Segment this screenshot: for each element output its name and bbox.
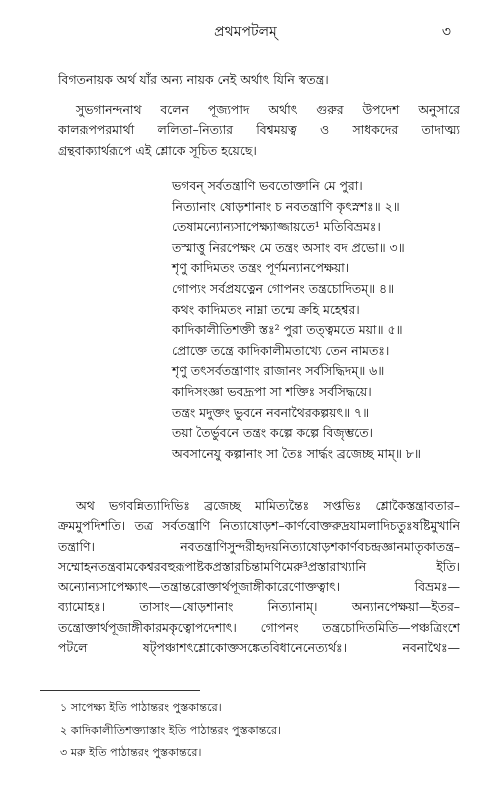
page-header	[0, 20, 491, 40]
verse-line: কাদিসংজ্ঞা ভবদ্রূপা সা শক্তিঃ সর্বসিদ্ধয়ে।	[172, 383, 372, 399]
commentary-line: তন্ত্রোক্তার্থপূজাঙ্গীকারমকৃত্বোপদেশাৎ। গোপনং তন্ত্রচোদিতমিতি—পঞ্চত্রিংশে	[58, 619, 460, 635]
verse-line: তন্ত্রং মদুক্তং ভুবনে নবনাথৈরকল্পয়ৎ॥ ৭॥	[172, 404, 370, 420]
footnote: ৩ মরু ইতি পাঠান্তরং পুস্তকান্তরে।	[60, 746, 202, 759]
verse-line: শৃণু তৎসর্বতন্ত্রাণাং রাজানং সর্বসিদ্ধিদম্॥ ৬॥	[172, 363, 385, 379]
commentary-paragraph-2	[58, 100, 460, 161]
commentary-line: ক্রমমুপদিশতি। তত্র সর্বতন্ত্রাণি নিত্যাষোড়শ–কার্ণবোক্তরুদ্রযামলাদিচতুঃষষ্টিমুখানি	[58, 518, 460, 534]
verse-line: শৃণু কাদিমতং তন্ত্রং পূর্ণমন্যানপেক্ষয়া।	[172, 260, 350, 276]
commentary-line: সুভগানন্দনাথ বলেন পূজ্যপাদ অর্থাৎ গুরুর উপদেশ অনুসারে	[76, 102, 460, 117]
verse-line: তস্মাত্তু নিরপেক্ষং মে তন্ত্রং অসাং বদ প্রভো॥ ৩॥	[172, 239, 405, 255]
footnote: ২ কাদিকালীতিশক্ত্যাস্তাং ইতি পাঠান্তরং পুস্তকান্তরে।	[60, 723, 282, 737]
verse-line: কাদিকালীতিশক্তী স্তঃ² পুরা তত্ত্বমতে ময়া॥ ৫॥	[172, 322, 403, 338]
verse-line: প্রোক্তে তন্ত্রে কাদিকালীমতাখ্যে তেন নামতঃ।	[172, 342, 390, 358]
commentary-paragraph-1	[58, 70, 460, 90]
running-title: প্রথমপটলম্	[214, 24, 277, 40]
commentary-line: তন্ত্রাণি। নবতন্ত্রাণিসুন্দরীহৃদয়নিত্যাষোড়শকার্ণবচন্দ্রজ্ঞানমাতৃকাতন্ত্র–	[58, 538, 460, 554]
commentary-line: সম্মোহনতন্ত্রবামকেশ্বরবহুরূপাষ্টকপ্রস্তারচিন্তামণিমেরু³প্রস্তারাখ্যানি ইতি।	[58, 558, 460, 574]
verse-line: নিত্যানাং ষোড়শানাং চ নবতন্ত্রাণি কৃৎস্নশঃ॥ ২॥	[172, 198, 400, 214]
commentary-paragraph-3	[58, 496, 460, 658]
footnotes	[60, 697, 460, 765]
verse-line: কথং কাদিমতং নাম্না তন্মে ক্রহি মহেশ্বর।	[172, 301, 360, 317]
page-number: ৩	[441, 24, 451, 40]
commentary-line: গ্রন্থবাক্যার্থরূপে এই শ্লোকে সূচিত হয়েছে।	[58, 142, 257, 158]
commentary-line: ব্যামোহঃ। তাসাং—ষোড়শানাং নিত্যানাম্। অন্যানপেক্ষয়া—ইতর–	[58, 599, 460, 615]
verse-block	[172, 176, 472, 464]
verse-line: তয়া তৈর্ভুবনে তন্ত্রং কল্পে কল্পে বিজৃম্ভতে।	[172, 425, 373, 441]
commentary-line: বিগতনায়ক অর্থ যাঁর অন্য নায়ক নেই অর্থাৎ যিনি স্বতন্ত্র।	[58, 72, 329, 87]
verse-line: ভগবন্ সর্বতন্ত্রাণি ভবতোক্তানি মে পুরা।	[172, 178, 363, 193]
footnote: ১ সাপেক্ষ্য ইতি পাঠান্তরং পুস্তকান্তরে।	[60, 701, 222, 714]
verse-line: তেষামন্যোন্যসাপেক্ষ্যাজ্জায়তে¹ মতিবিভ্রমঃ।	[172, 219, 381, 235]
commentary-line: পটলে ষট্‌পঞ্চাশৎশ্লোকোক্তসঙ্কেতবিধানেনেত্যর্থঃ। নবনাথৈঃ—	[58, 640, 460, 656]
commentary-line: কালরূপপরমার্থা ললিতা–নিত্যার বিশ্বময়ত্ব ও সাধকদের তাদাত্ম্য	[58, 122, 460, 138]
commentary-line: অন্যোন্যসাপেক্ষ্যাৎ—তন্ত্রান্তরোক্তার্থপূজাঙ্গীকারেণোক্তত্বাৎ। বিভ্রমঃ—	[58, 579, 460, 595]
footnote-divider	[40, 690, 200, 691]
verse-line: গোপ্যং সর্বপ্রযত্নেন গোপনং তন্ত্রচোদিতম্॥ ৪॥	[172, 280, 395, 296]
commentary-line: অথ ভগবন্নিত্যাদিভিঃ ব্রজেচ্ছ মামিত্যন্তৈঃ সপ্তভিঃ শ্লোকৈস্তন্ত্রাবতার–	[76, 498, 460, 513]
verse-line: অবসানেযু কল্পানাং সা তৈঃ সার্দ্ধং ব্রজেচ্ছ মাম্॥ ৮॥	[172, 445, 421, 461]
